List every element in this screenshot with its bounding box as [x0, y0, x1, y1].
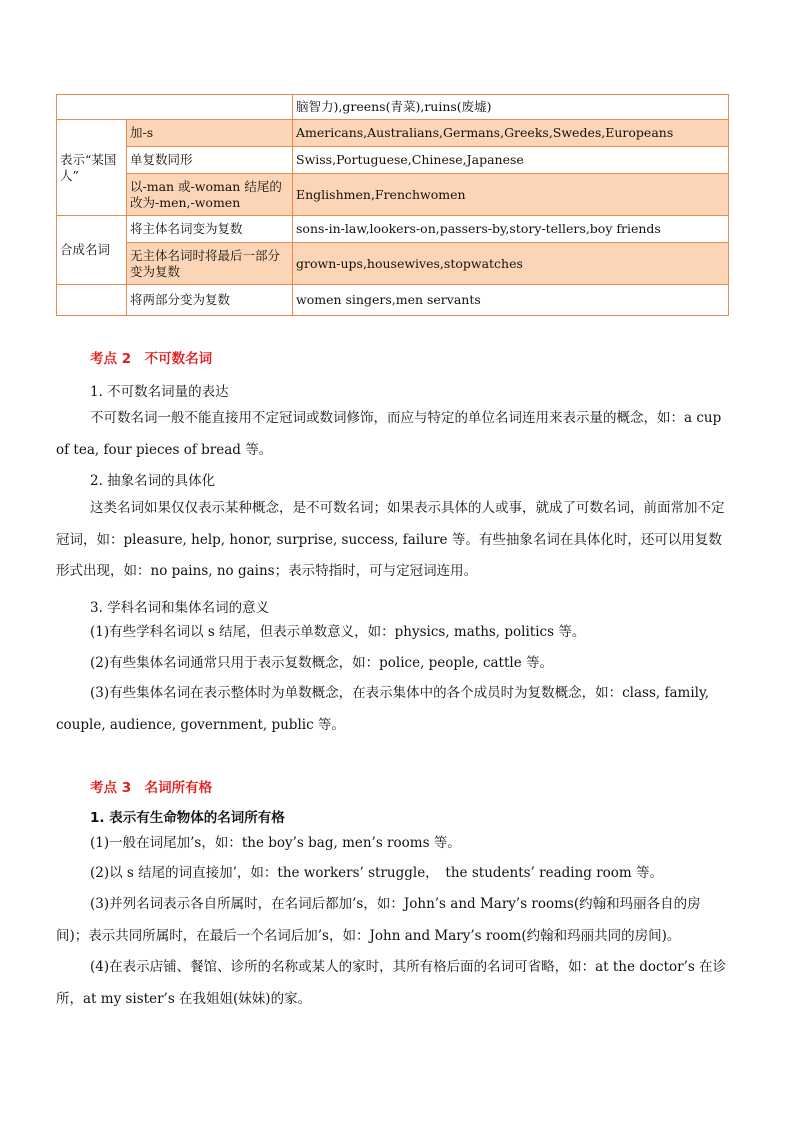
paragraph: (3)并列名词表示各自所属时，在名词后都加’s，如：John’s and Mary’s rooms(约翰和玛丽各自的房间)；表示共同所属时，在最后一个名词后加’s，如：John and Mary’s room(约翰和玛丽共同的房间)。: [56, 896, 701, 944]
paragraph: (3)有些集体名词在表示整体时为单数概念，在表示集体中的各个成员时为复数概念，如：class, family, couple, audience, government, public 等。: [56, 685, 710, 733]
paragraph: (1)一般在词尾加’s，如：the boy’s bag, men’s rooms 等。: [90, 835, 461, 851]
table-cell-examples: Americans,Australians,Germans,Greeks,Swedes,Europeans: [293, 120, 729, 147]
paragraph: 这类名词如果仅仅表示某种概念，是不可数名词；如果表示具体的人或事，就成了可数名词，前面常加不定冠词，如：pleasure, help, honor, surprise, success, failure 等。有些抽象名词在具体化时，还可以用复数形式出现，如：no pains, no gains；表示特指时，可与定冠词连用。: [56, 500, 725, 579]
table-cell-rule: 以-man 或-woman 结尾的改为-men,-women: [127, 174, 293, 216]
subheading: 2. 抽象名词的具体化: [90, 473, 216, 489]
section-heading-possessive: 考点 3 名词所有格: [90, 780, 213, 796]
paragraph: 不可数名词一般不能直接用不定冠词或数词修饰，而应与特定的单位名词连用来表示量的概念，如：a cup of tea, four pieces of bread 等。: [56, 410, 722, 458]
table-cell-rule: 将两部分变为复数: [127, 285, 293, 316]
table-cell: [57, 95, 293, 120]
table-cell-examples: 脑智力),greens(青菜),ruins(废墟): [293, 95, 729, 120]
table-row: [57, 174, 729, 216]
paragraph: (1)有些学科名词以 s 结尾，但表示单数意义，如：physics, maths, politics 等。: [90, 624, 586, 640]
table-row: [57, 243, 729, 285]
table-cell-rule: 将主体名词变为复数: [127, 216, 293, 243]
table-cell-examples: Swiss,Portuguese,Chinese,Japanese: [293, 147, 729, 174]
table-cell-examples: women singers,men servants: [293, 285, 729, 316]
paragraph: (4)在表示店铺、餐馆、诊所的名称或某人的家时，其所有格后面的名词可省略，如：at the doctor’s 在诊所，at my sister’s 在我姐姐(妹妹)的家。: [56, 959, 727, 1007]
table-cell-examples: grown-ups,housewives,stopwatches: [293, 243, 729, 285]
table-cell-rule: 单复数同形: [127, 147, 293, 174]
subheading: 1. 不可数名词量的表达: [90, 384, 229, 400]
subheading: 1. 表示有生命物体的名词所有格: [90, 810, 285, 826]
table-row: [57, 216, 729, 243]
paragraph: (2)有些集体名词通常只用于表示复数概念，如：police, people, cattle 等。: [90, 655, 554, 671]
paragraph: (2)以 s 结尾的词直接加’，如：the workers’ struggle， the students’ reading room 等。: [90, 865, 664, 881]
table-cell-examples: sons-in-law,lookers-on,passers-by,story-tellers,boy friends: [293, 216, 729, 243]
plural-rules-table: [56, 94, 729, 316]
table-cell-examples: Englishmen,Frenchwomen: [293, 174, 729, 216]
table-cell-category: 合成名词: [57, 216, 127, 285]
table-row: [57, 285, 729, 316]
table-cell-rule: 无主体名词时将最后一部分变为复数: [127, 243, 293, 285]
table-cell-rule: 加-s: [127, 120, 293, 147]
section-heading-uncountable: 考点 2 不可数名词: [90, 351, 213, 367]
table-row: [57, 147, 729, 174]
subheading: 3. 学科名词和集体名词的意义: [90, 600, 270, 616]
table-cell-category: [57, 285, 127, 316]
table-cell-category: 表示“某国人”: [57, 120, 127, 216]
table-row: [57, 120, 729, 147]
table-row: [57, 95, 729, 120]
